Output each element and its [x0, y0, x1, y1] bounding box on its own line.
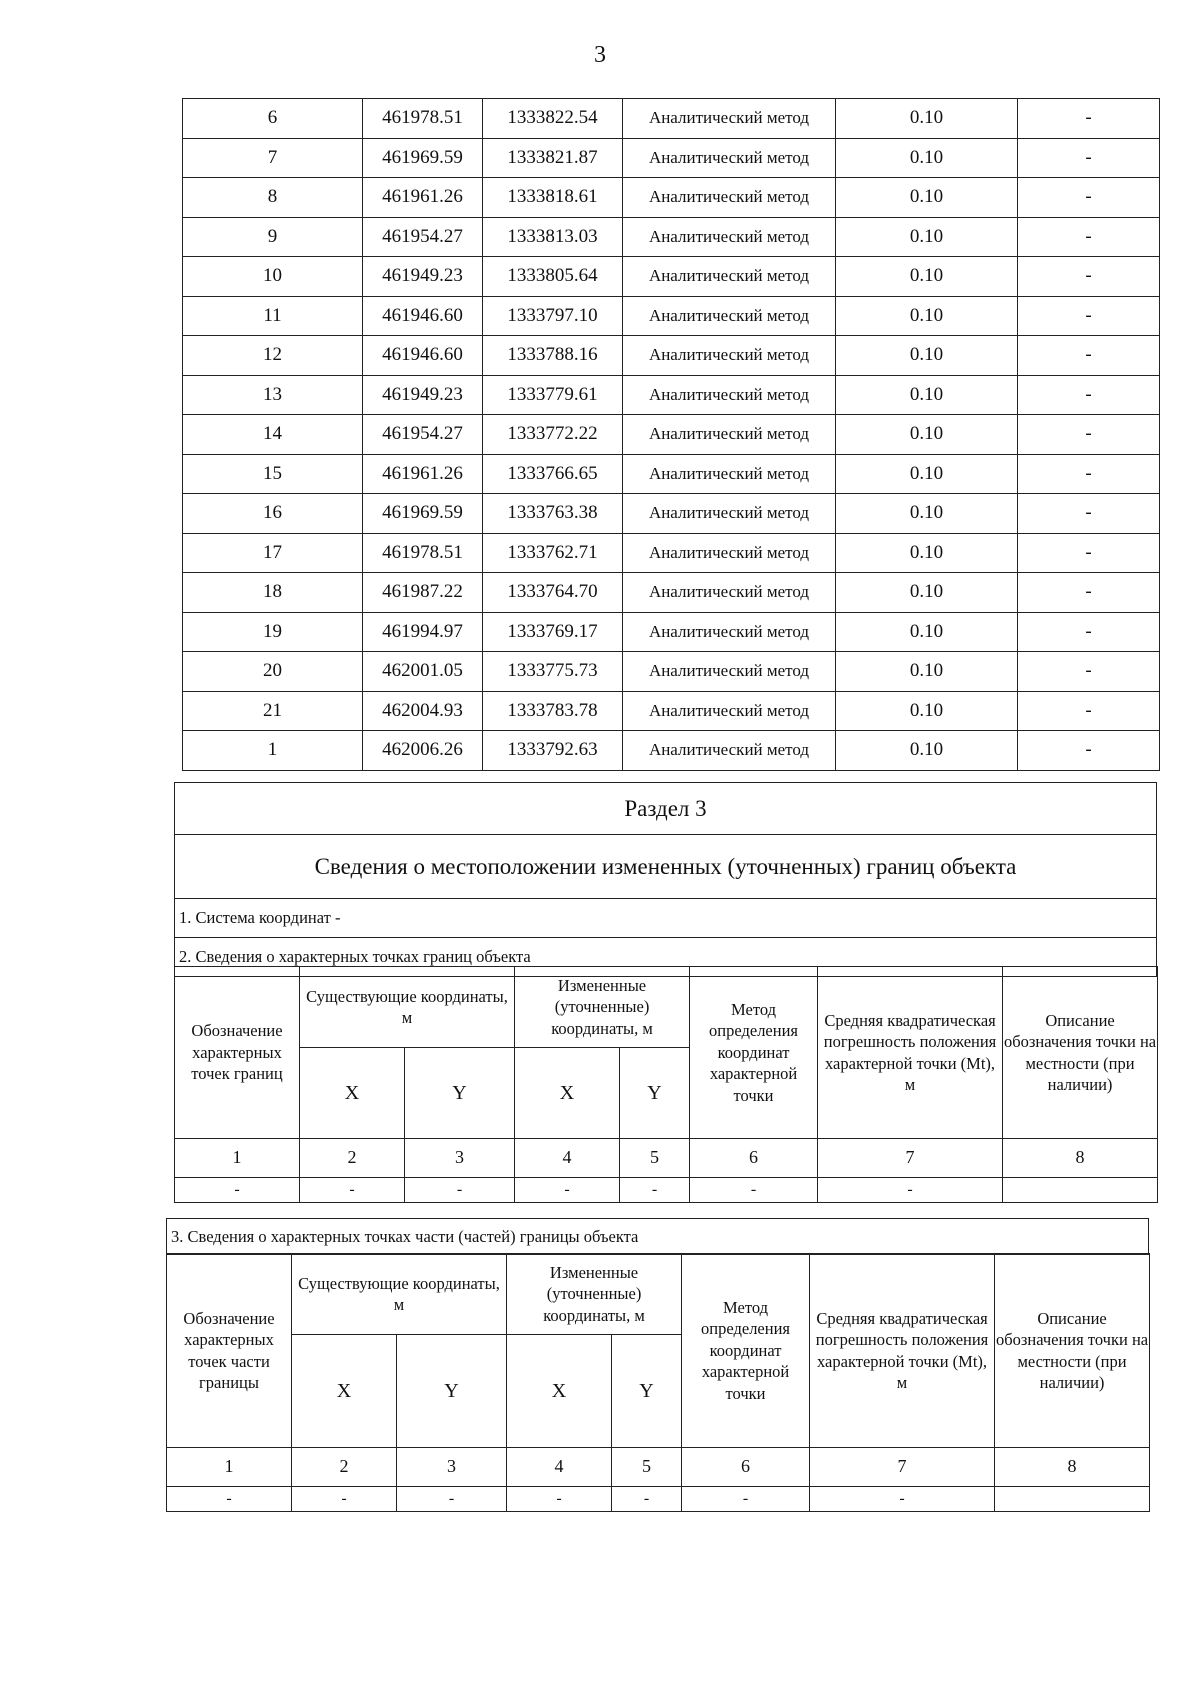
method-cell: Аналитический метод	[623, 336, 836, 376]
header-existing-x: X	[292, 1335, 397, 1448]
section-3-header	[174, 782, 1157, 977]
header-changed-coords: Измененные (уточненные) координаты, м	[515, 967, 690, 1048]
description-cell: -	[1018, 415, 1160, 455]
table-row	[183, 178, 1160, 218]
table-cell: -	[175, 1178, 300, 1203]
column-number-cell: 1	[175, 1139, 300, 1178]
part-points-table	[166, 1253, 1150, 1512]
table-cell: -	[690, 1178, 818, 1203]
x-coordinate-cell: 462004.93	[363, 691, 483, 731]
column-number-cell: 7	[818, 1139, 1003, 1178]
mean-error-cell: 0.10	[836, 415, 1018, 455]
y-coordinate-cell: 1333821.87	[483, 138, 623, 178]
y-coordinate-cell: 1333822.54	[483, 99, 623, 139]
table-row	[183, 454, 1160, 494]
x-coordinate-cell: 462006.26	[363, 731, 483, 771]
header-designation: Обозначение характерных точек части границы	[167, 1254, 292, 1448]
mean-error-cell: 0.10	[836, 573, 1018, 613]
table-cell: -	[515, 1178, 620, 1203]
point-number-cell: 15	[183, 454, 363, 494]
table-cell: -	[818, 1178, 1003, 1203]
description-cell: -	[1018, 257, 1160, 297]
table-row	[183, 731, 1160, 771]
mean-error-cell: 0.10	[836, 336, 1018, 376]
table-row	[183, 691, 1160, 731]
table-row	[183, 494, 1160, 534]
mean-error-cell: 0.10	[836, 494, 1018, 534]
table-cell	[995, 1487, 1150, 1512]
mean-error-cell: 0.10	[836, 731, 1018, 771]
x-coordinate-cell: 461954.27	[363, 217, 483, 257]
description-cell: -	[1018, 217, 1160, 257]
method-cell: Аналитический метод	[623, 731, 836, 771]
y-coordinate-cell: 1333763.38	[483, 494, 623, 534]
table-row	[183, 375, 1160, 415]
section-heading: Раздел 3	[175, 783, 1157, 835]
x-coordinate-cell: 461969.59	[363, 494, 483, 534]
method-cell: Аналитический метод	[623, 454, 836, 494]
column-number-cell: 3	[405, 1139, 515, 1178]
y-coordinate-cell: 1333818.61	[483, 178, 623, 218]
description-cell: -	[1018, 178, 1160, 218]
table-cell	[1003, 1178, 1158, 1203]
table-cell: -	[405, 1178, 515, 1203]
header-changed-coords: Измененные (уточненные) координаты, м	[507, 1254, 682, 1335]
points-caption-row: 2. Сведения о характерных точках границ объекта	[175, 938, 1157, 977]
description-cell: -	[1018, 691, 1160, 731]
description-cell: -	[1018, 375, 1160, 415]
table-row	[183, 533, 1160, 573]
mean-error-cell: 0.10	[836, 217, 1018, 257]
header-changed-x: X	[507, 1335, 612, 1448]
x-coordinate-cell: 461978.51	[363, 99, 483, 139]
point-number-cell: 11	[183, 296, 363, 336]
column-number-cell: 2	[292, 1448, 397, 1487]
x-coordinate-cell: 461961.26	[363, 178, 483, 218]
description-cell: -	[1018, 612, 1160, 652]
point-number-cell: 19	[183, 612, 363, 652]
y-coordinate-cell: 1333775.73	[483, 652, 623, 692]
x-coordinate-cell: 461946.60	[363, 336, 483, 376]
header-existing-coords: Существующие координаты, м	[292, 1254, 507, 1335]
point-number-cell: 6	[183, 99, 363, 139]
column-number-cell: 4	[507, 1448, 612, 1487]
header-changed-y: Y	[612, 1335, 682, 1448]
table-cell: -	[507, 1487, 612, 1512]
point-number-cell: 10	[183, 257, 363, 297]
table-cell: -	[810, 1487, 995, 1512]
column-number-cell: 8	[1003, 1139, 1158, 1178]
table-row	[183, 336, 1160, 376]
x-coordinate-cell: 461949.23	[363, 257, 483, 297]
table-cell: -	[612, 1487, 682, 1512]
mean-error-cell: 0.10	[836, 257, 1018, 297]
column-number-cell: 5	[612, 1448, 682, 1487]
y-coordinate-cell: 1333779.61	[483, 375, 623, 415]
y-coordinate-cell: 1333769.17	[483, 612, 623, 652]
mean-error-cell: 0.10	[836, 375, 1018, 415]
header-mean-error: Средняя квадратическая погрешность положения характерной точки (Mt), м	[810, 1254, 995, 1448]
point-number-cell: 14	[183, 415, 363, 455]
header-designation: Обозначение характерных точек границ	[175, 967, 300, 1139]
point-number-cell: 18	[183, 573, 363, 613]
characteristic-points-table	[174, 966, 1158, 1203]
mean-error-cell: 0.10	[836, 99, 1018, 139]
boundary-points-body	[183, 99, 1160, 771]
page-number: 3	[594, 42, 606, 68]
mean-error-cell: 0.10	[836, 691, 1018, 731]
method-cell: Аналитический метод	[623, 415, 836, 455]
method-cell: Аналитический метод	[623, 296, 836, 336]
header-changed-y: Y	[620, 1048, 690, 1139]
table-row	[183, 415, 1160, 455]
x-coordinate-cell: 461961.26	[363, 454, 483, 494]
method-cell: Аналитический метод	[623, 533, 836, 573]
table-row	[183, 257, 1160, 297]
header-description: Описание обозначения точки на местности (при наличии)	[1003, 967, 1158, 1139]
mean-error-cell: 0.10	[836, 138, 1018, 178]
mean-error-cell: 0.10	[836, 612, 1018, 652]
column-number-cell: 2	[300, 1139, 405, 1178]
x-coordinate-cell: 461994.97	[363, 612, 483, 652]
header-existing-y: Y	[405, 1048, 515, 1139]
column-number-cell: 1	[167, 1448, 292, 1487]
method-cell: Аналитический метод	[623, 573, 836, 613]
table-row	[183, 573, 1160, 613]
table-cell: -	[397, 1487, 507, 1512]
table-row	[183, 138, 1160, 178]
method-cell: Аналитический метод	[623, 375, 836, 415]
mean-error-cell: 0.10	[836, 454, 1018, 494]
mean-error-cell: 0.10	[836, 652, 1018, 692]
table-row	[183, 296, 1160, 336]
column-number-cell: 4	[515, 1139, 620, 1178]
method-cell: Аналитический метод	[623, 494, 836, 534]
column-number-cell: 8	[995, 1448, 1150, 1487]
x-coordinate-cell: 461946.60	[363, 296, 483, 336]
description-cell: -	[1018, 99, 1160, 139]
parts-caption-table	[166, 1218, 1149, 1255]
header-description: Описание обозначения точки на местности (при наличии)	[995, 1254, 1150, 1448]
description-cell: -	[1018, 296, 1160, 336]
column-number-row	[167, 1448, 1150, 1487]
method-cell: Аналитический метод	[623, 612, 836, 652]
point-number-cell: 20	[183, 652, 363, 692]
method-cell: Аналитический метод	[623, 99, 836, 139]
description-cell: -	[1018, 573, 1160, 613]
header-method: Метод определения координат характерной точки	[682, 1254, 810, 1448]
table-row	[183, 652, 1160, 692]
point-number-cell: 1	[183, 731, 363, 771]
point-number-cell: 21	[183, 691, 363, 731]
description-cell: -	[1018, 494, 1160, 534]
point-number-cell: 7	[183, 138, 363, 178]
header-method: Метод определения координат характерной точки	[690, 967, 818, 1139]
description-cell: -	[1018, 652, 1160, 692]
table-cell: -	[292, 1487, 397, 1512]
y-coordinate-cell: 1333764.70	[483, 573, 623, 613]
header-mean-error: Средняя квадратическая погрешность положения характерной точки (Mt), м	[818, 967, 1003, 1139]
y-coordinate-cell: 1333813.03	[483, 217, 623, 257]
x-coordinate-cell: 461969.59	[363, 138, 483, 178]
y-coordinate-cell: 1333766.65	[483, 454, 623, 494]
method-cell: Аналитический метод	[623, 178, 836, 218]
column-number-cell: 5	[620, 1139, 690, 1178]
description-cell: -	[1018, 138, 1160, 178]
column-number-cell: 6	[682, 1448, 810, 1487]
method-cell: Аналитический метод	[623, 217, 836, 257]
description-cell: -	[1018, 336, 1160, 376]
boundary-points-table	[182, 98, 1160, 771]
column-number-row	[175, 1139, 1158, 1178]
point-number-cell: 12	[183, 336, 363, 376]
table-row	[175, 1178, 1158, 1203]
column-number-cell: 3	[397, 1448, 507, 1487]
x-coordinate-cell: 462001.05	[363, 652, 483, 692]
x-coordinate-cell: 461987.22	[363, 573, 483, 613]
table-row	[183, 99, 1160, 139]
table-cell: -	[300, 1178, 405, 1203]
y-coordinate-cell: 1333783.78	[483, 691, 623, 731]
column-number-cell: 6	[690, 1139, 818, 1178]
y-coordinate-cell: 1333792.63	[483, 731, 623, 771]
x-coordinate-cell: 461978.51	[363, 533, 483, 573]
header-existing-x: X	[300, 1048, 405, 1139]
method-cell: Аналитический метод	[623, 691, 836, 731]
table-row	[167, 1487, 1150, 1512]
method-cell: Аналитический метод	[623, 257, 836, 297]
description-cell: -	[1018, 533, 1160, 573]
table-cell: -	[682, 1487, 810, 1512]
header-existing-y: Y	[397, 1335, 507, 1448]
description-cell: -	[1018, 731, 1160, 771]
y-coordinate-cell: 1333772.22	[483, 415, 623, 455]
method-cell: Аналитический метод	[623, 138, 836, 178]
y-coordinate-cell: 1333788.16	[483, 336, 623, 376]
x-coordinate-cell: 461949.23	[363, 375, 483, 415]
table-row	[183, 217, 1160, 257]
point-number-cell: 13	[183, 375, 363, 415]
method-cell: Аналитический метод	[623, 652, 836, 692]
mean-error-cell: 0.10	[836, 533, 1018, 573]
mean-error-cell: 0.10	[836, 296, 1018, 336]
coordinate-system-row: 1. Система координат -	[175, 899, 1157, 938]
header-changed-x: X	[515, 1048, 620, 1139]
mean-error-cell: 0.10	[836, 178, 1018, 218]
table-cell: -	[167, 1487, 292, 1512]
point-number-cell: 8	[183, 178, 363, 218]
x-coordinate-cell: 461954.27	[363, 415, 483, 455]
y-coordinate-cell: 1333797.10	[483, 296, 623, 336]
point-number-cell: 9	[183, 217, 363, 257]
column-number-cell: 7	[810, 1448, 995, 1487]
point-number-cell: 16	[183, 494, 363, 534]
table-row	[183, 612, 1160, 652]
y-coordinate-cell: 1333805.64	[483, 257, 623, 297]
section-title: Сведения о местоположении измененных (уточненных) границ объекта	[175, 835, 1157, 899]
parts-caption-row: 3. Сведения о характерных точках части (частей) границы объекта	[167, 1219, 1149, 1255]
y-coordinate-cell: 1333762.71	[483, 533, 623, 573]
description-cell: -	[1018, 454, 1160, 494]
point-number-cell: 17	[183, 533, 363, 573]
table-cell: -	[620, 1178, 690, 1203]
header-existing-coords: Существующие координаты, м	[300, 967, 515, 1048]
